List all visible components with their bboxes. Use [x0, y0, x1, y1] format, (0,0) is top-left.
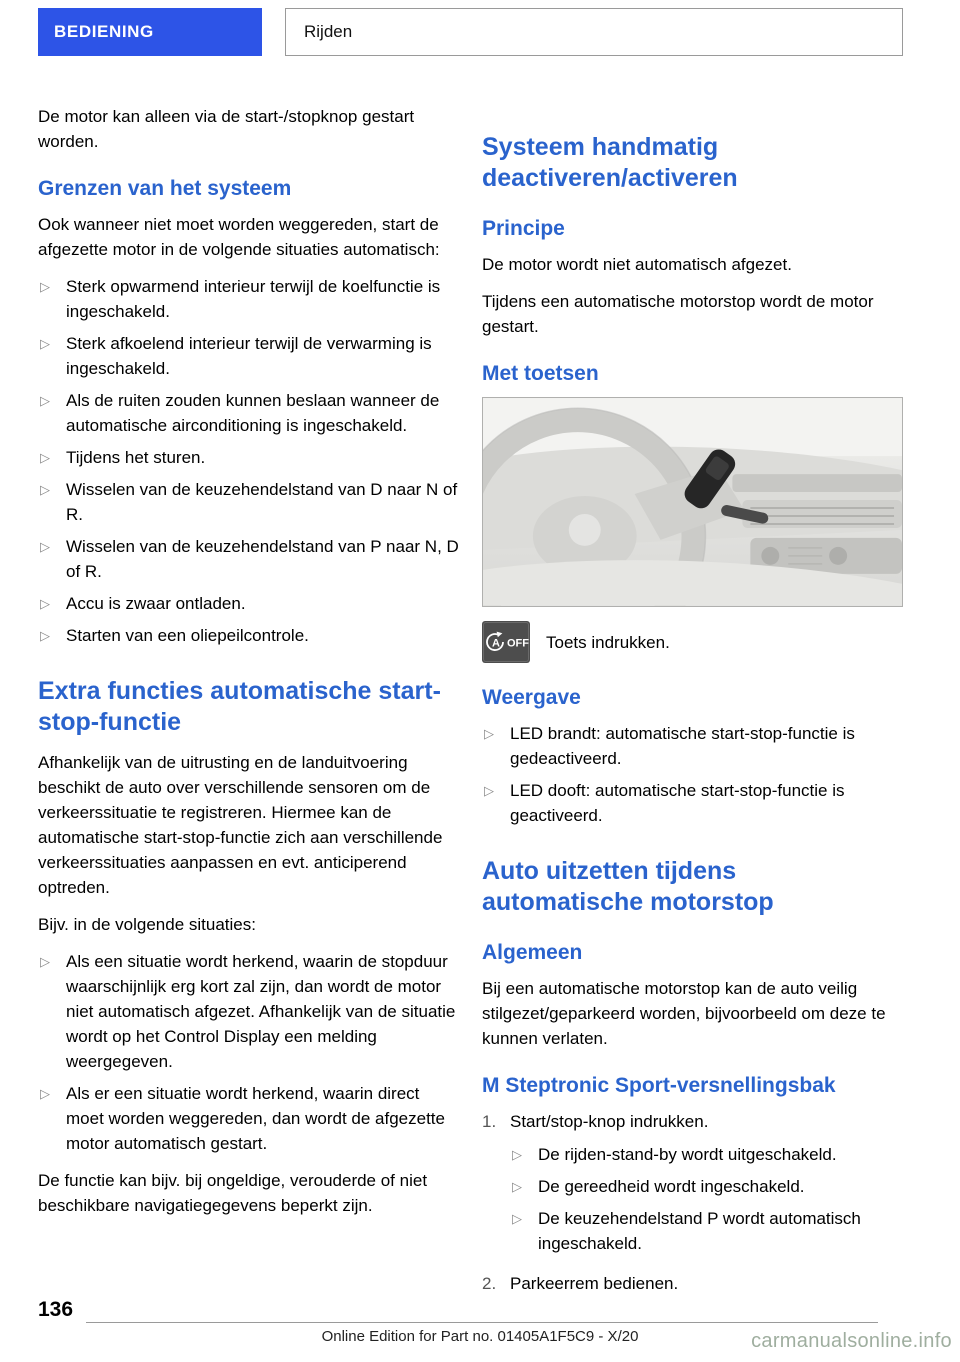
list-item-text: Sterk opwarmend interieur terwijl de koelfunctie is ingeschakeld. — [66, 277, 441, 321]
list-item — [38, 623, 460, 648]
button-instruction-text: Toets indrukken. — [546, 632, 670, 652]
watermark: carmanualsonline.info — [751, 1330, 952, 1352]
triangle-bullet-icon: ▷ — [40, 1086, 50, 1101]
list-item-text: De gereedheid wordt ingeschakeld. — [538, 1177, 805, 1196]
triangle-bullet-icon: ▷ — [40, 336, 50, 351]
item-number: 1. — [482, 1112, 497, 1131]
triangle-bullet-icon: ▷ — [40, 450, 50, 465]
paragraph: Bijv. in de volgende situaties: — [38, 915, 256, 934]
list-item — [510, 1142, 904, 1167]
bullet-list — [482, 721, 904, 828]
section-title-box — [285, 8, 903, 56]
list-item — [38, 477, 460, 527]
subsection-heading: Principe — [482, 217, 565, 240]
list-item-text: Tijdens het sturen. — [66, 448, 206, 467]
subsection-heading: Weergave — [482, 686, 581, 709]
list-item — [38, 445, 460, 470]
list-item — [510, 1206, 904, 1256]
triangle-bullet-icon: ▷ — [40, 628, 50, 643]
numbered-item-body — [510, 1271, 904, 1296]
button-instruction-row — [482, 621, 904, 663]
numbered-list — [482, 1109, 904, 1296]
list-item-text: Als een situatie wordt herkend, waarin de stopduur waarschijnlijk erg kort zal zijn, dan wordt de motor niet automatisch afgezet. Afhankelijk van de situatie wordt op het Control Display een melding weergegeven. — [66, 952, 456, 1071]
section-heading: Extra functies automatische start-stop-functie — [38, 677, 441, 736]
list-item — [38, 274, 460, 324]
triangle-bullet-icon: ▷ — [512, 1147, 522, 1162]
paragraph: De motor kan alleen via de start-/stopknop gestart worden. — [38, 107, 415, 151]
numbered-item-text: Start/stop-knop indrukken. — [510, 1112, 709, 1131]
list-item-text: Als er een situatie wordt herkend, waarin direct moet worden weggereden, dan wordt de afgezette motor automatisch gestart. — [66, 1084, 445, 1153]
list-item — [38, 1081, 460, 1156]
subsection-heading: Algemeen — [482, 941, 583, 964]
section-title: Rijden — [304, 22, 353, 41]
paragraph: Bij een automatische motorstop kan de auto veilig stilgezet/geparkeerd worden, bijvoorbeeld om deze te kunnen verlaten. — [482, 979, 886, 1048]
chapter-label: BEDIENING — [54, 22, 154, 41]
numbered-item-body — [510, 1109, 904, 1263]
list-item-text: Wisselen van de keuzehendelstand van P naar N, D of R. — [66, 537, 459, 581]
list-item — [38, 534, 460, 584]
numbered-item — [482, 1271, 904, 1296]
list-item-text: Starten van een oliepeilcontrole. — [66, 626, 309, 645]
list-item — [482, 778, 904, 828]
numbered-item — [482, 1109, 904, 1263]
list-item-text: LED dooft: automatische start-stop-functie is geactiveerd. — [510, 781, 845, 825]
steering-column-photo — [482, 397, 903, 607]
triangle-bullet-icon: ▷ — [512, 1211, 522, 1226]
list-item — [38, 949, 460, 1074]
list-item-text: Als de ruiten zouden kunnen beslaan wanneer de automatische airconditioning is ingeschakeld. — [66, 391, 440, 435]
car-interior-illustration — [483, 398, 902, 606]
page-number: 136 — [38, 1298, 74, 1321]
paragraph: De functie kan bijv. bij ongeldige, verouderde of niet beschikbare navigatiegegevens beperkt zijn. — [38, 1171, 428, 1215]
subsection-heading: Grenzen van het systeem — [38, 177, 292, 200]
list-item-text: LED brandt: automatische start-stop-functie is gedeactiveerd. — [510, 724, 855, 768]
triangle-bullet-icon: ▷ — [40, 393, 50, 408]
item-number: 2. — [482, 1274, 497, 1293]
bullet-list-sub — [510, 1142, 904, 1256]
left-column — [38, 104, 460, 1230]
numbered-item-text: Parkeerrem bedienen. — [510, 1274, 679, 1293]
svg-text:OFF: OFF — [507, 637, 529, 650]
svg-text:A: A — [492, 637, 500, 650]
paragraph: Afhankelijk van de uitrusting en de landuitvoering beschikt de auto over verschillende sensoren om de verkeerssituatie te registreren. Hiermee kan de automatische start-stop-functie zich aan verschillende verkeerssituaties aanpassen en evt. anticiperend optreden. — [38, 753, 443, 897]
triangle-bullet-icon: ▷ — [40, 954, 50, 969]
chapter-tab — [38, 8, 262, 56]
list-item-text: Accu is zwaar ontladen. — [66, 594, 246, 613]
section-heading: Auto uitzetten tijdens automatische motorstop — [482, 857, 774, 916]
paragraph: Ook wanneer niet moet worden weggereden, start de afgezette motor in de volgende situaties automatisch: — [38, 215, 440, 259]
triangle-bullet-icon: ▷ — [484, 726, 494, 741]
bullet-list — [38, 949, 460, 1156]
list-item — [38, 331, 460, 381]
triangle-bullet-icon: ▷ — [40, 596, 50, 611]
subsection-heading: M Steptronic Sport-versnellingsbak — [482, 1074, 836, 1097]
section-heading: Systeem handmatig deactiveren/activeren — [482, 133, 738, 192]
auto-start-stop-off-button-icon — [482, 621, 530, 663]
list-item-text: De rijden-stand-by wordt uitgeschakeld. — [538, 1145, 837, 1164]
subsection-heading: Met toetsen — [482, 362, 599, 385]
list-item — [38, 388, 460, 438]
list-item-text: Wisselen van de keuzehendelstand van D naar N of R. — [66, 480, 458, 524]
list-item-text: De keuzehendelstand P wordt automatisch ingeschakeld. — [538, 1209, 861, 1253]
triangle-bullet-icon: ▷ — [484, 783, 494, 798]
triangle-bullet-icon: ▷ — [40, 279, 50, 294]
triangle-bullet-icon: ▷ — [512, 1179, 522, 1194]
edition-note: Online Edition for Part no. 01405A1F5C9 - X/20 — [321, 1328, 639, 1345]
paragraph: Tijdens een automatische motorstop wordt de motor gestart. — [482, 292, 874, 336]
paragraph: De motor wordt niet automatisch afgezet. — [482, 255, 792, 274]
footer-rule — [86, 1322, 878, 1323]
list-item-text: Sterk afkoelend interieur terwijl de verwarming is ingeschakeld. — [66, 334, 432, 378]
right-column — [482, 104, 904, 1308]
list-item — [510, 1174, 904, 1199]
triangle-bullet-icon: ▷ — [40, 482, 50, 497]
triangle-bullet-icon: ▷ — [40, 539, 50, 554]
list-item — [38, 591, 460, 616]
bullet-list — [38, 274, 460, 648]
list-item — [482, 721, 904, 771]
